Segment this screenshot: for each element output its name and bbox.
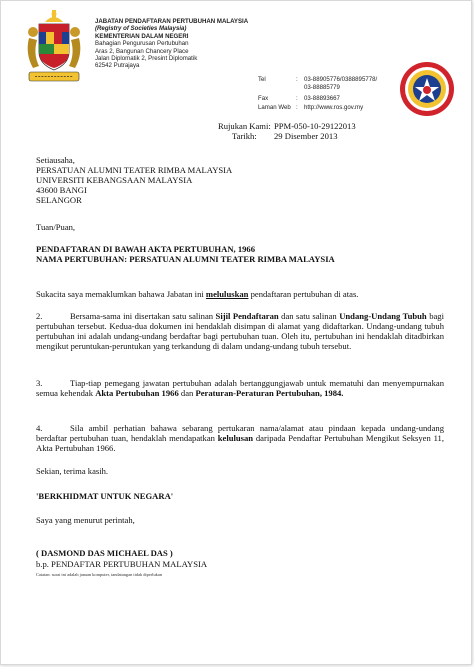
letterhead xyxy=(0,0,474,118)
contact-label: Laman Web xyxy=(258,104,291,111)
agency-name: JABATAN PENDAFTARAN PERTUBUHAN MALAYSIA xyxy=(95,18,249,25)
paragraph-number: 2. xyxy=(36,311,43,321)
ministry-name: KEMENTERIAN DALAM NEGERI xyxy=(95,32,189,40)
subject-line: NAMA PERTUBUHAN: PERSATUAN ALUMNI TEATER RIMBA MALAYSIA xyxy=(36,254,335,264)
recipient-address xyxy=(36,155,444,205)
intro-paragraph: Sukacita saya memaklumkan bahawa Jabatan ini meluluskan pendaftaran pertubuhan di atas. xyxy=(36,289,359,299)
contact-value: 03-88885779 xyxy=(304,84,340,91)
contact-label: Tel xyxy=(258,76,266,83)
subject-line: PENDAFTARAN DI BAWAH AKTA PERTUBUHAN, 1966 xyxy=(36,244,256,254)
address-line: Aras 2, Bangunan Chancery Place xyxy=(95,47,189,55)
closing-line: Sekian, terima kasih. xyxy=(36,466,109,476)
contact-value: 03-88905776/0388895778/ xyxy=(304,76,378,83)
contact-row-web: Laman Web : http://www.ros.gov.my xyxy=(258,104,364,111)
contact-row-fax: Fax : 03-88893667 xyxy=(258,95,340,102)
approval-word: meluluskan xyxy=(205,289,249,299)
reference-number: PPM-050-10-29122013 xyxy=(274,121,356,131)
subject-block xyxy=(36,244,444,264)
recipient-line: SELANGOR xyxy=(36,195,82,205)
recipient-line: 43600 BANGI xyxy=(36,185,87,195)
agency-name-english: (Registry of Societies Malaysia) xyxy=(95,25,187,33)
recipient-line: UNIVERSITI KEBANGSAAN MALAYSIA xyxy=(36,175,193,185)
recipient-line: Setiausaha, xyxy=(36,155,75,165)
registry-seal-icon xyxy=(398,60,456,118)
footnote: Catatan: surat ini adalah janaan komputer, tandatangan tidak diperlukan xyxy=(36,572,163,577)
reference-row xyxy=(218,121,448,131)
reference-block xyxy=(218,121,448,141)
address-line: Jalan Diplomatik 2, Presint Diplomatik xyxy=(95,55,198,63)
contact-block xyxy=(258,74,377,113)
paragraph-number: 4. xyxy=(36,423,43,433)
contact-value: 03-88893667 xyxy=(304,95,340,102)
contact-row-tel: Tel : 03-88905776/0388895778/ xyxy=(258,76,378,83)
contact-value: http://www.ros.gov.my xyxy=(304,104,364,111)
paragraph-3: 3. Tiap-tiap pemegang jawatan pertubuhan adalah bertanggungjawab untuk mematuhi dan menyempurnakan semua kehendak Akta Pertubuhan 1966 dan Peraturan-Peraturan Pertubuhan, 1984. xyxy=(36,378,444,398)
agency-block xyxy=(95,18,248,70)
signatory-name: ( DASMOND DAS MICHAEL DAS ) xyxy=(36,548,173,558)
salutation: Tuan/Puan, xyxy=(36,222,76,232)
date-value: 29 Disember 2013 xyxy=(274,131,338,141)
reference-label: Rujukan Kami: xyxy=(218,121,271,131)
recipient-line: PERSATUAN ALUMNI TEATER RIMBA MALAYSIA xyxy=(36,165,233,175)
date-row xyxy=(218,131,448,141)
paragraph-number: 3. xyxy=(36,378,43,388)
date-label: Tarikh: xyxy=(232,131,257,141)
contact-label: Fax xyxy=(258,95,269,102)
address-line: Bahagian Pengurusan Pertubuhan xyxy=(95,40,189,48)
sign-intro: Saya yang menurut perintah, xyxy=(36,515,135,525)
signatory-title: b.p. PENDAFTAR PERTUBUHAN MALAYSIA xyxy=(36,559,208,569)
paragraph-4: 4. Sila ambil perhatian bahawa sebarang pertukaran nama/alamat atau pindaan kepada undang-undang berdaftar pertubuhan tuan, hendaklah mendapatkan kelulusan daripada Pendaftar Pertubuhan Mengikut Seksyen 11, Akta Pertubuhan 1966. xyxy=(36,423,445,453)
paragraph-2: 2. Bersama-sama ini disertakan satu salinan Sijil Pendaftaran dan satu salinan Undang-Undang Tubuh bagi pertubuhan tersebut. Kedua-dua dokumen ini hendaklah disimpan di alamat yang didaftarkan. Undang-undang tubuh pertubuhan ini adalah undang-undang berdaftar bagi pertubuhan tuan. Oleh itu, pertubuhan ini hendaklah ditadbirkan mengikut peruntukan-peruntukan yang terkandung di dalam undang-undang tubuh tersebut. xyxy=(36,311,444,351)
address-line: 62542 Putrajaya xyxy=(95,62,140,70)
contact-label xyxy=(258,82,296,93)
motto: 'BERKHIDMAT UNTUK NEGARA' xyxy=(36,491,174,501)
malaysia-coat-of-arms-icon xyxy=(23,8,85,88)
